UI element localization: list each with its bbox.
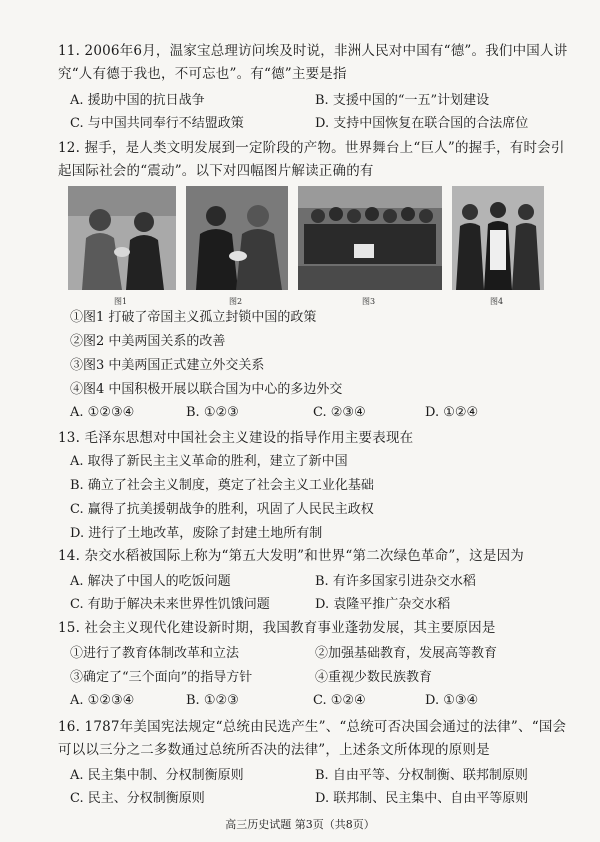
question-11-option-a: A. 援助中国的抗日战争	[70, 93, 205, 108]
question-15-option-d: D. ①③④	[425, 693, 479, 708]
question-12-option-b: B. ①②③	[186, 405, 239, 420]
question-12-stem: 12. 握手，是人类文明发展到一定阶段的产物。世界舞台上“巨人”的握手，有时会引起国际社会的“震动”。以下对四幅图片解读正确的有	[58, 140, 565, 179]
question-16-option-b: B. 自由平等、分权制衡、联邦制原则	[315, 768, 528, 783]
question-16-option-d: D. 联邦制、民主集中、自由平等原则	[315, 791, 529, 806]
figure-4-caption: 图4	[490, 297, 504, 306]
question-11-option-b: B. 支援中国的“一五”计划建设	[315, 93, 490, 108]
figure-2-caption: 图2	[229, 297, 243, 306]
question-15-statement-4: ④重视少数民族教育	[315, 670, 433, 685]
question-12-statement-4: ④图4 中国积极开展以联合国为中心的多边外交	[70, 382, 343, 397]
question-14-stem: 14. 杂交水稻被国际上称为“第五大发明”和世界“第二次绿色革命”，这是因为	[58, 548, 524, 564]
question-15-statement-3: ③确定了“三个面向”的指导方针	[70, 670, 253, 685]
question-12-statement-3: ③图3 中美两国正式建立外交关系	[70, 358, 265, 373]
question-13-option-a: A. 取得了新民主主义革命的胜利，建立了新中国	[70, 454, 348, 469]
question-12-option-a: A. ①②③④	[70, 405, 135, 420]
figure-4-photo	[452, 186, 544, 290]
question-15-stem: 15. 社会主义现代化建设新时期，我国教育事业蓬勃发展，其主要原因是	[58, 620, 496, 636]
figure-1-photo	[68, 186, 176, 290]
question-11-option-c: C. 与中国共同奉行不结盟政策	[70, 116, 244, 131]
question-12-statement-2: ②图2 中美两国关系的改善	[70, 334, 226, 349]
question-13-option-d: D. 进行了土地改革，废除了封建土地所有制	[70, 526, 323, 541]
question-11-stem: 11. 2006年6月，温家宝总理访问埃及时说，非洲人民对中国有“德”。我们中国人讲究“人有德于我也，不可忘也”。有“德”主要是指	[58, 43, 568, 82]
question-13-stem: 13. 毛泽东思想对中国社会主义建设的指导作用主要表现在	[58, 430, 414, 446]
question-16-option-a: A. 民主集中制、分权制衡原则	[70, 768, 244, 783]
figure-2-photo	[186, 186, 288, 290]
question-14-option-c: C. 有助于解决未来世界性饥饿问题	[70, 597, 270, 612]
figure-3-caption: 图3	[362, 297, 376, 306]
question-15-option-b: B. ①②③	[186, 693, 239, 708]
question-13-option-c: C. 赢得了抗美援朝战争的胜利，巩固了人民民主政权	[70, 502, 374, 517]
question-11-option-d: D. 支持中国恢复在联合国的合法席位	[315, 116, 529, 131]
question-14-option-d: D. 袁隆平推广杂交水稻	[315, 597, 451, 612]
question-16-option-c: C. 民主、分权制衡原则	[70, 791, 205, 806]
page-footer: 高三历史试题 第3页（共8页）	[225, 818, 375, 831]
question-12-option-c: C. ②③④	[313, 405, 366, 420]
figure-1-caption: 图1	[114, 297, 128, 306]
question-12-statement-1: ①图1 打破了帝国主义孤立封锁中国的政策	[70, 310, 317, 325]
question-16-stem: 16. 1787年美国宪法规定“总统由民选产生”、“总统可否决国会通过的法律”、“国会可以以三分之二多数通过总统所否决的法律”，上述条文所体现的原则是	[58, 719, 567, 758]
question-14-option-b: B. 有许多国家引进杂交水稻	[315, 574, 476, 589]
question-12-option-d: D. ①②④	[425, 405, 479, 420]
question-15-statement-1: ①进行了教育体制改革和立法	[70, 646, 240, 661]
question-14-option-a: A. 解决了中国人的吃饭问题	[70, 574, 231, 589]
figure-3-photo	[298, 186, 442, 290]
question-15-statement-2: ②加强基础教育，发展高等教育	[315, 646, 498, 661]
question-15-option-c: C. ①②④	[313, 693, 366, 708]
question-13-option-b: B. 确立了社会主义制度，奠定了社会主义工业化基础	[70, 478, 374, 493]
question-15-option-a: A. ①②③④	[70, 693, 135, 708]
